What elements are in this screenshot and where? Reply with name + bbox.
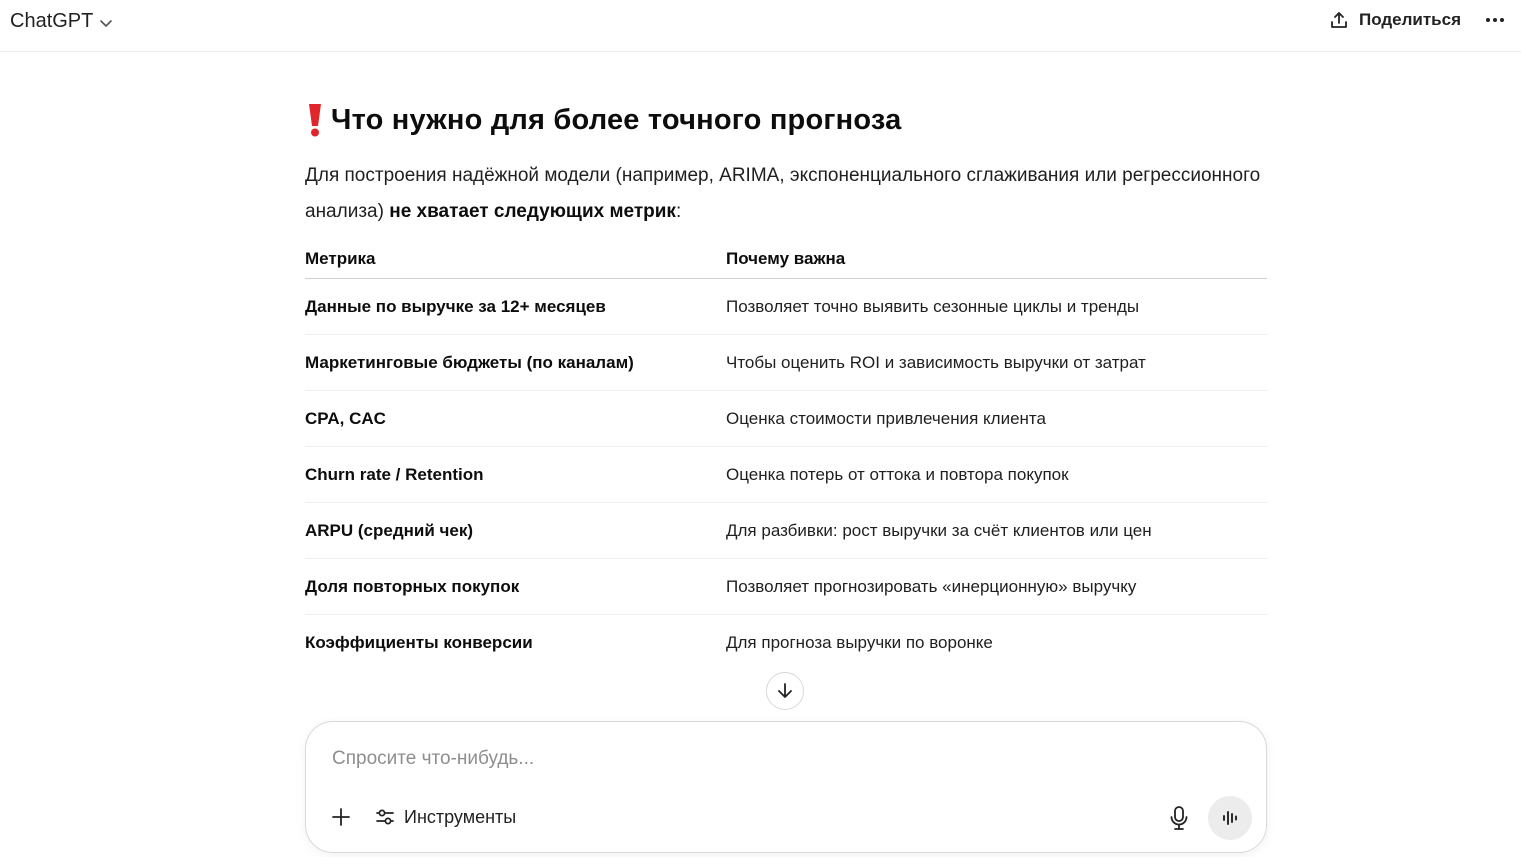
reason-cell: Для прогноза выручки по воронке xyxy=(726,632,993,652)
plus-icon xyxy=(330,806,352,828)
model-selector[interactable] xyxy=(10,6,113,36)
voice-waveform-icon xyxy=(1219,807,1241,829)
microphone-icon xyxy=(1168,805,1190,831)
heading-text: Что нужно для более точного прогноза xyxy=(331,103,902,136)
column-header-importance: Почему важна xyxy=(726,240,1267,279)
table-row xyxy=(305,559,1267,615)
chevron-down-icon xyxy=(99,16,113,30)
add-attachment-button[interactable] xyxy=(328,804,354,830)
metric-cell: Данные по выручке за 12+ месяцев xyxy=(305,279,726,335)
tools-label: Инструменты xyxy=(404,806,517,827)
reason-cell: Позволяет прогнозировать «инерционную» выручку xyxy=(726,559,1267,615)
exclamation-icon xyxy=(305,102,325,138)
more-horizontal-icon xyxy=(1483,8,1507,32)
voice-mode-button[interactable] xyxy=(1208,796,1252,840)
metric-cell: ARPU (средний чек) xyxy=(305,503,726,559)
metric-cell: CPA, CAC xyxy=(305,391,726,447)
message-heading xyxy=(305,98,1267,142)
reason-cell: Оценка стоимости привлечения клиента xyxy=(726,391,1267,447)
metric-cell: Маркетинговые бюджеты (по каналам) xyxy=(305,335,726,391)
table-header-row xyxy=(305,240,1267,279)
metric-cell: Коэффициенты конверсии xyxy=(305,632,533,652)
top-bar xyxy=(0,0,1521,52)
share-icon xyxy=(1329,10,1349,30)
table-row xyxy=(305,447,1267,503)
reason-cell: Позволяет точно выявить сезонные циклы и тренды xyxy=(726,279,1267,335)
table-row xyxy=(305,279,1267,335)
scroll-to-bottom-button[interactable] xyxy=(766,672,804,710)
dictate-button[interactable] xyxy=(1166,804,1192,832)
intro-text: Для построения надёжной модели (например, ARIMA, экспоненциального сглаживания или регрессионного анализа) xyxy=(305,165,1261,222)
tools-button[interactable] xyxy=(374,802,516,832)
metric-cell: Доля повторных покупок xyxy=(305,559,726,615)
arrow-down-icon xyxy=(775,681,795,701)
sliders-icon xyxy=(374,806,396,828)
table-row xyxy=(305,335,1267,391)
table-row xyxy=(305,391,1267,447)
reason-cell: Оценка потерь от оттока и повтора покупок xyxy=(726,447,1267,503)
reason-cell: Для разбивки: рост выручки за счёт клиентов или цен xyxy=(726,503,1267,559)
model-name: ChatGPT xyxy=(10,9,94,32)
table-row xyxy=(305,503,1267,559)
share-label: Поделиться xyxy=(1358,10,1461,29)
metrics-table xyxy=(305,240,1267,670)
prompt-input[interactable] xyxy=(332,744,1212,774)
metric-cell: Churn rate / Retention xyxy=(305,447,726,503)
share-button[interactable] xyxy=(1329,6,1461,34)
more-options-button[interactable] xyxy=(1483,8,1507,32)
column-header-metric: Метрика xyxy=(305,240,726,279)
intro-tail: : xyxy=(675,201,682,222)
message-composer xyxy=(305,721,1267,853)
reason-cell: Чтобы оценить ROI и зависимость выручки от затрат xyxy=(726,335,1267,391)
table-row xyxy=(305,615,1267,671)
assistant-message xyxy=(305,98,1267,670)
intro-bold-text: не хватает следующих метрик xyxy=(389,201,676,222)
intro-paragraph xyxy=(305,158,1267,230)
